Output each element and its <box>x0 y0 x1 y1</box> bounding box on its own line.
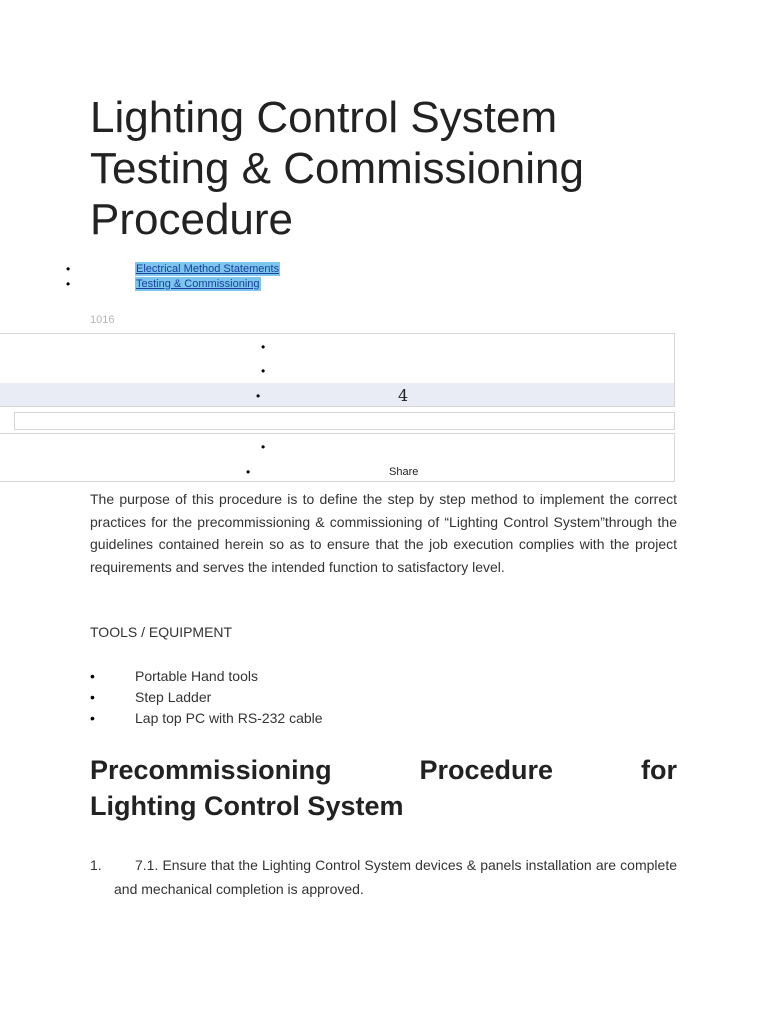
toolbar-highlight-row <box>0 383 674 406</box>
intro-paragraph: The purpose of this procedure is to define the step by step method to implement the correct practices for the precommissioning & commissioning of “Lighting Control System”through the guidelines contained herein so as to ensure that the job execution complies with the project requirements and serves the intended function to satisfactory level. <box>90 491 677 575</box>
step-text: 7.1. Ensure that the Lighting Control System devices & panels installation are complete and mechanical completion is approved. <box>114 857 677 897</box>
toolbar-bullet[interactable]: • <box>246 465 251 479</box>
list-bullet: • <box>90 710 95 726</box>
tool-label: Portable Hand tools <box>135 668 258 684</box>
toolbar-bullet[interactable]: • <box>256 389 261 403</box>
tag-link-electrical-method-statements[interactable]: • Electrical Method Statements <box>136 263 280 275</box>
page-number: 4 <box>398 386 409 405</box>
step-number: 1. <box>90 857 102 873</box>
tool-label: Lap top PC with RS-232 cable <box>135 710 323 726</box>
list-bullet: • <box>90 668 95 684</box>
share-toolbar <box>0 433 675 482</box>
heading-word: Procedure <box>419 755 554 785</box>
toolbar-bullet[interactable]: • <box>261 440 266 454</box>
heading-word: for <box>640 755 677 785</box>
category-tags <box>0 262 768 292</box>
title-line: Procedure <box>90 195 294 244</box>
list-item <box>0 708 768 729</box>
title-line: Lighting Control System <box>90 93 558 142</box>
list-bullet: • <box>90 689 95 705</box>
section-heading <box>90 752 677 824</box>
tools-heading: TOOLS / EQUIPMENT <box>90 624 233 640</box>
procedure-step <box>90 853 677 901</box>
view-count: 1016 <box>90 314 115 326</box>
title-line: Testing & Commissioning <box>90 144 584 193</box>
tag-item <box>0 277 768 292</box>
tool-label: Step Ladder <box>135 689 212 705</box>
heading-word: Precommissioning <box>90 755 332 785</box>
share-button[interactable]: Share <box>389 466 419 478</box>
list-item <box>0 687 768 708</box>
section-heading-line: Lighting Control System <box>90 791 404 821</box>
toolbar-divider-bar <box>14 412 675 430</box>
page-title <box>90 92 690 245</box>
toolbar-bullet[interactable]: • <box>261 340 266 354</box>
toolbar-bullet[interactable]: • <box>261 364 266 378</box>
list-item <box>0 666 768 687</box>
tag-item <box>0 262 768 277</box>
tag-link-testing-commissioning[interactable]: • Testing & Commissioning <box>136 278 260 290</box>
tools-list <box>0 666 768 729</box>
section-heading-line <box>90 752 677 788</box>
document-toolbar <box>0 333 675 407</box>
